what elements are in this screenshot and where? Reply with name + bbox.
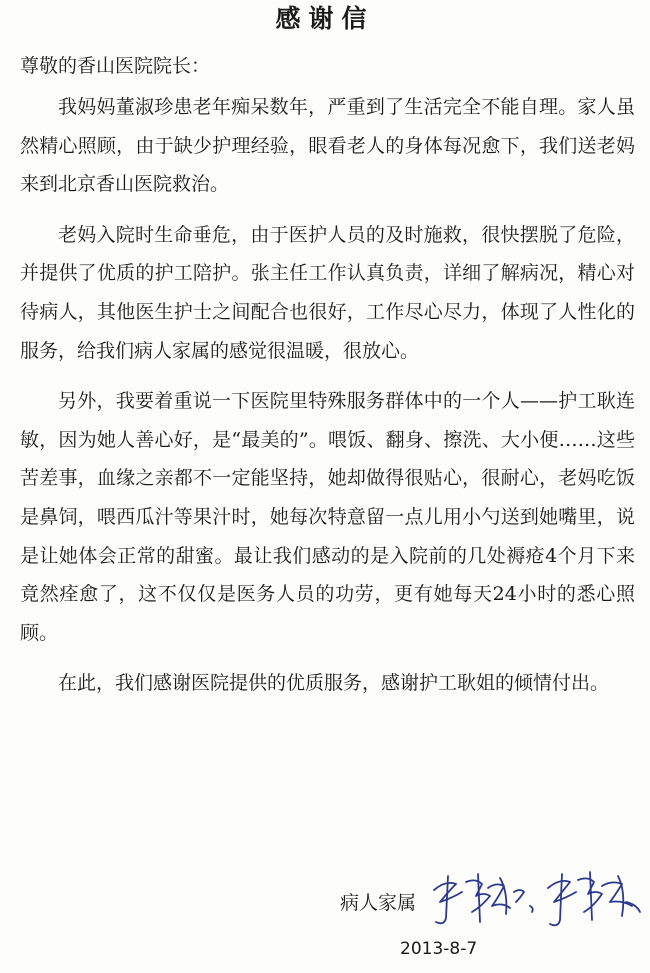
letter-footer [0, 860, 650, 973]
paragraph-3: 另外，我要着重说一下医院里特殊服务群体中的一个人——护工耿连敏，因为她人善心好，是“最美的”。喂饭、翻身、擦洗、大小便……这些苦差事，血缘之亲都不一定能坚持，她却做得很贴心，很耐心，老妈吃饭是鼻饲，喂西瓜汁等果汁时，她每次特意留一点儿用小勺送到她嘴里，说是让她体会正常的甜蜜。最让我们感动的是入院前的几处褥疮4个月下来竟然痊愈了，这不仅仅是医务人员的功劳，更有她每天24小时的悉心照顾。 [20, 390, 635, 644]
letter-date: 2013-8-7 [400, 939, 478, 959]
signer-label: 病人家属 [340, 892, 417, 914]
paragraph-1: 我妈妈董淑珍患老年痴呆数年，严重到了生活完全不能自理。家人虽然精心照顾，由于缺少护理经验，眼看老人的身体每况愈下，我们送老妈来到北京香山医院救治。 [20, 96, 635, 196]
salutation: 尊敬的香山医院院长： [20, 55, 211, 77]
letter-body [20, 88, 635, 715]
paragraph-2: 老妈入院时生命垂危，由于医护人员的及时施救，很快摆脱了危险，并提供了优质的护工陪护。张主任工作认真负责，详细了解病况，精心对待病人，其他医生护士之间配合也很好，工作尽心尽力，体现了人性化的服务，给我们病人家属的感觉很温暖，很放心。 [20, 223, 635, 362]
letter-title: 感谢信 [275, 4, 375, 33]
handwritten-signature [426, 862, 646, 932]
paragraph-4: 在此，我们感谢医院提供的优质服务，感谢护工耿姐的倾情付出。 [58, 672, 610, 695]
